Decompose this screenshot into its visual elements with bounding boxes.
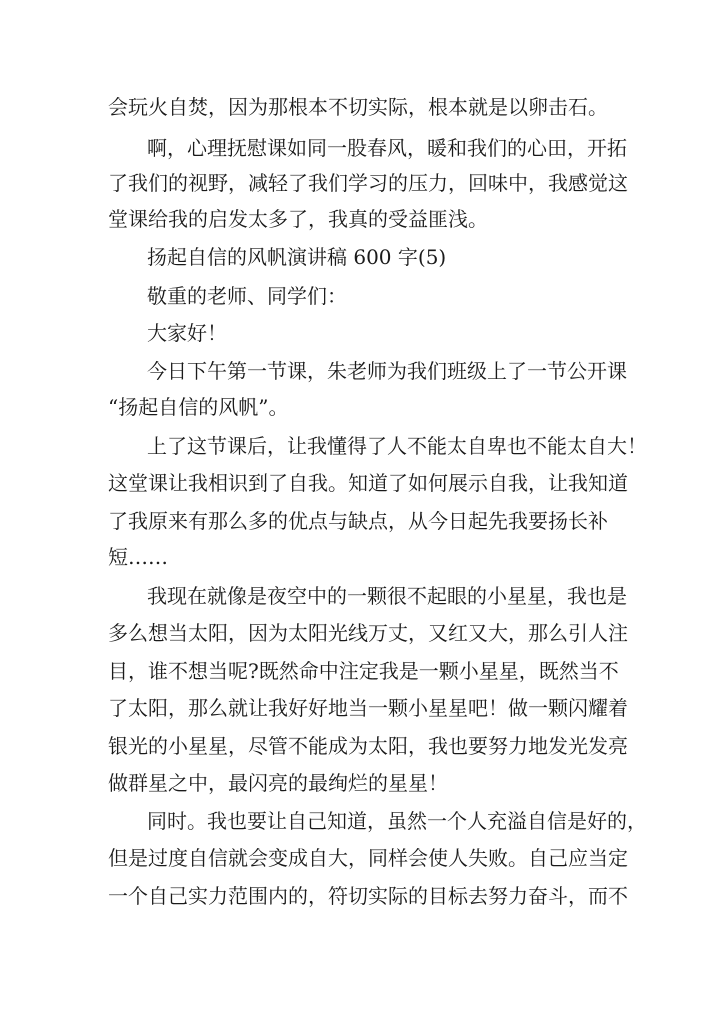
text-line: 今日下午第一节课，朱老师为我们班级上了一节公开课 bbox=[147, 359, 627, 383]
text-line: 做群星之中，最闪亮的最绚烂的星星！ bbox=[108, 771, 448, 795]
text-line: 堂课给我的启发太多了，我真的受益匪浅。 bbox=[108, 207, 488, 231]
text-line: 同时。我也要让自己知道，虽然一个人充溢自信是好的， bbox=[147, 809, 647, 833]
section-title: 扬起自信的风帆演讲稿 600 字(5) bbox=[147, 245, 447, 269]
text-line: 短…… bbox=[108, 545, 168, 569]
text-line: 一个自己实力范围内的，符切实际的目标去努力奋斗，而不 bbox=[108, 884, 628, 908]
text-line: “扬起自信的风帆”。 bbox=[108, 395, 289, 419]
text-line: 会玩火自焚，因为那根本不切实际，根本就是以卵击石。 bbox=[108, 95, 608, 119]
text-line: 了我原来有那么多的优点与缺点，从今日起先我要扬长补 bbox=[108, 509, 608, 533]
text-line: 啊，心理抚慰课如同一股春风，暖和我们的心田，开拓 bbox=[147, 136, 627, 160]
text-line: 但是过度自信就会变成自大，同样会使人失败。自己应当定 bbox=[108, 846, 628, 870]
salutation: 敬重的老师、同学们： bbox=[147, 284, 347, 308]
text-line: 多么想当太阳，因为太阳光线万丈，又红又大，那么引人注 bbox=[108, 621, 628, 645]
text-line: 上了这节课后，让我懂得了人不能太自卑也不能太自大！ bbox=[147, 434, 647, 458]
text-line: 目，谁不想当呢?既然命中注定我是一颗小星星，既然当不 bbox=[108, 659, 619, 683]
text-line: 这堂课让我相识到了自我。知道了如何展示自我，让我知道 bbox=[108, 471, 628, 495]
text-line: 我现在就像是夜空中的一颗很不起眼的小星星，我也是 bbox=[147, 584, 627, 608]
text-line: 了我们的视野，减轻了我们学习的压力，回味中，我感觉这 bbox=[108, 171, 628, 195]
greeting: 大家好！ bbox=[147, 321, 227, 345]
text-line: 了太阳，那么就让我好好地当一颗小星星吧！做一颗闪耀着 bbox=[108, 696, 628, 720]
text-line: 银光的小星星，尽管不能成为太阳，我也要努力地发光发亮 bbox=[108, 734, 628, 758]
